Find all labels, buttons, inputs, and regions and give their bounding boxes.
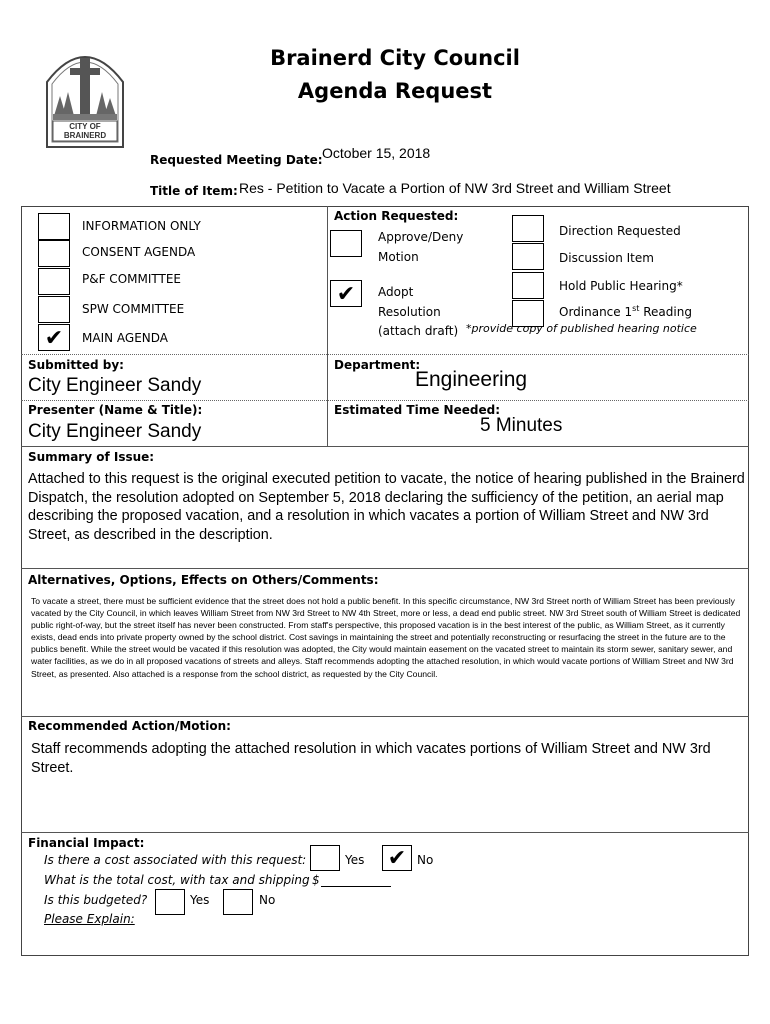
item-title-value[interactable]: Res - Petition to Vacate a Portion of NW 3rd Street and William Street [239,180,671,196]
meeting-date-value[interactable]: October 15, 2018 [322,145,431,161]
discussion-item-label: Discussion Item [559,251,654,265]
logo-text: CITY OF BRAINERD [63,122,107,140]
budgeted-question: Is this budgeted? [44,893,148,907]
budgeted-no-checkbox[interactable] [223,889,253,915]
financial-impact-label: Financial Impact: [28,836,145,850]
estimated-time-value[interactable]: 5 Minutes [480,415,563,436]
presenter-label: Presenter (Name & Title): [28,403,203,417]
spw-committee-label: SPW COMMITTEE [82,302,185,316]
budgeted-yes-checkbox[interactable] [155,889,185,915]
estimated-time-label: Estimated Time Needed: [334,403,500,417]
item-title-label: Title of Item: [150,184,238,198]
public-hearing-label: Hold Public Hearing* [559,279,683,293]
spw-committee-checkbox[interactable] [38,296,70,323]
budgeted-no-label: No [259,893,276,907]
consent-agenda-label: CONSENT AGENDA [82,245,196,259]
submitted-by-value[interactable]: City Engineer Sandy [28,375,202,396]
approve-deny-checkbox[interactable] [330,230,362,257]
adopt-resolution-checkbox[interactable] [330,280,362,307]
approve-deny-label: Approve/Deny [378,230,464,244]
direction-requested-checkbox[interactable] [512,215,544,242]
presenter-value[interactable]: City Engineer Sandy [28,421,202,442]
direction-requested-label: Direction Requested [559,224,681,238]
main-agenda-checkbox[interactable] [38,324,70,351]
action-requested-heading: Action Requested: [334,209,459,223]
cost-no-checkbox[interactable] [382,845,412,871]
alternatives-label: Alternatives, Options, Effects on Others/Comments: [28,573,379,587]
hearing-note: *provide copy of published hearing notice [466,322,697,335]
pf-committee-label: P&F COMMITTEE [82,272,181,286]
recommended-text[interactable]: Staff recommends adopting the attached resolution in which vacates portions of William Street and NW 3rd Street. [31,741,711,776]
total-cost-input[interactable] [321,886,391,887]
consent-agenda-checkbox[interactable] [38,240,70,267]
cost-question: Is there a cost associated with this request: [44,853,307,867]
information-only-label: INFORMATION ONLY [82,219,201,233]
page-subtitle: Agenda Request [297,79,493,103]
attach-draft-label: (attach draft) [378,324,459,338]
summary-label: Summary of Issue: [28,450,155,464]
department-label: Department: [334,358,421,372]
summary-text[interactable]: Attached to this request is the original executed petition to vacate, the notice of hearing published in the Brainerd Dispatch, the resolution adopted on September 5, 2018 declaring the sufficiency of the petition, an aerial map describing the proposed vacation, and a resolution in which vacates a portion of William Street and NW 3rd Street, as described in the description. [28,471,745,543]
submitted-by-label: Submitted by: [28,358,124,372]
recommended-label: Recommended Action/Motion: [28,719,231,733]
pf-committee-checkbox[interactable] [38,268,70,295]
department-value[interactable]: Engineering [415,368,528,391]
total-cost-question: What is the total cost, with tax and shipping [44,873,310,887]
check-mark-icon: ✔ [44,326,64,351]
resolution-label: Resolution [378,305,441,319]
please-explain-label: Please Explain: [44,912,135,926]
dollar-sign: $ [312,873,320,887]
adopt-label: Adopt [378,285,414,299]
city-logo [44,44,126,148]
check-mark-icon: ✔ [336,282,356,307]
budgeted-yes-label: Yes [190,893,210,907]
alternatives-text[interactable]: To vacate a street, there must be sufficient evidence that the street does not hold a public benefit. In this specific circumstance, NW 3rd Street north of William Street has been previously vacated by the City Council, in which leaves William Street from NW 3rd Street to NW 4th Street, more or less, a dead end public street. NW 3rd Street south of William Street is dedicated public right-of-way, but the street itself has never been constructed. From staff's perspective, this proposed vacation is in the best interest of the public, as William Street, as it currently exists, dead ends into private property owned by the school district. Cost savings in maintaining the street and potentially reconstructing or resurfacing the street in the future are to the publics benefit. While the street would be vacated if this resolution was adopted, the City would maintain easement on the vacated street to maintain its storm sewer, sanitary sewer, and water facilities, as we do in all proposed vacations of streets and alleys. Staff recommends adopting the attached resolution, in which would vacate portions of William Street and NW 3rd Street, as presented. Also attached is a response from the school district, as requested by the City Council. [31,596,741,679]
check-mark-icon: ✔ [387,846,407,871]
public-hearing-checkbox[interactable] [512,272,544,299]
information-only-checkbox[interactable] [38,213,70,240]
cost-yes-label: Yes [345,853,365,867]
cost-yes-checkbox[interactable] [310,845,340,871]
cost-no-label: No [417,853,434,867]
ordinance-reading-label: Ordinance 1st Reading [559,304,692,319]
discussion-item-checkbox[interactable] [512,243,544,270]
page-title: Brainerd City Council [270,46,520,70]
meeting-date-label: Requested Meeting Date: [150,153,323,167]
main-agenda-label: MAIN AGENDA [82,331,168,345]
approve-deny-label-2: Motion [378,250,419,264]
